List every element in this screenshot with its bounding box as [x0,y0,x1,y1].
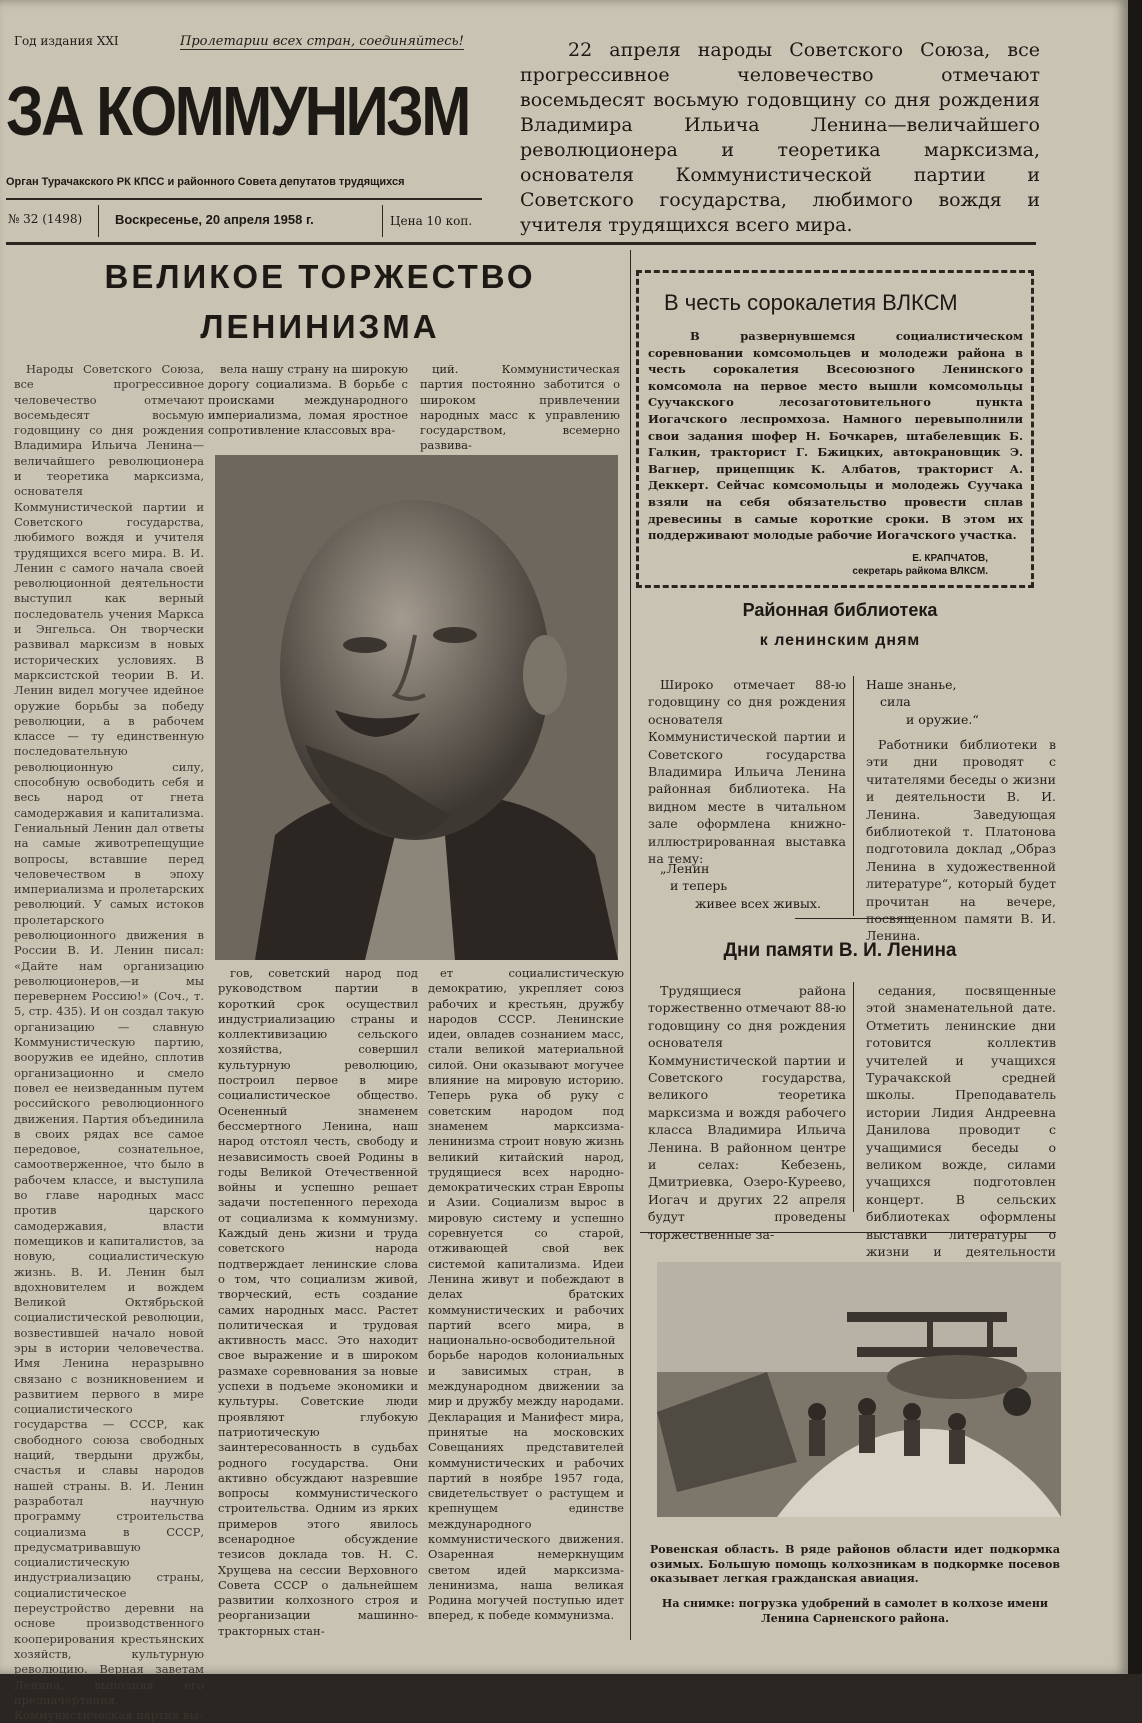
year-label: Год издания XXI [14,34,119,48]
lenin-portrait [215,455,618,960]
main-headline [40,252,600,352]
photo-caption-detail: На снимке: погрузка удобрений в самолет в колхозе имени Ленина Сарненского района. [661,1597,1049,1625]
airplane-loading-photo [657,1262,1061,1517]
signature-name: Е. КРАПЧАТОВ, [912,553,988,564]
portrait-image [215,455,618,960]
section-divider [640,1232,1056,1233]
masthead-separator [98,205,99,237]
library-subheading: к ленинским дням [759,632,921,649]
memory-days-heading: Дни памяти В. И. Ленина [723,940,957,961]
photo-caption: Ровенская область. В ряде районов области идет подкормка озимых. Большую помощь колхозникам в подкормке посевов оказывает легкая гражданская авиация. [650,1543,1060,1585]
poem-line: сила [880,694,911,710]
library-poem-part2 [866,676,979,728]
issue-price: Цена 10 коп. [390,214,473,228]
library-col1: Широко отмечает 88-ю годовщину со дня рождения основателя Коммунистической партии и Советского государства Владимира Ильича Ленина районная библиотека. На видном месте в читальном зале оформлена книжно-иллюстрированная выставка на тему: [648,677,846,867]
memory-column-rule [853,982,854,1212]
komsomol-signature [838,552,988,578]
signature-title: секретарь райкома ВЛКСМ. [852,566,988,577]
poem-line: „Ленин [660,861,710,876]
poem-line: Наше знанье, [866,677,957,692]
main-article-col4-lower: ет социалистическую демократию, укрепляет союз рабочих и крестьян, дружбу народов СССР. Ленинские идеи, овладев сознанием масс, стали великой материальной силой. Они оказывают могучее влияние на мировую историю. Теперь рука об руку с советским народом под знаменем марксизма-ленинизма строит новую жизнь великий китайский народ, трудящиеся всех народно-демократических стран Европы и Азии. Социализм вырос в мировую систему и успешно соревнуется со старой, отживающей свой век системой капитализма. Идеи Ленина живут и побеждают в делах братских коммунистических и рабочих партий всего мира, в национально-освободительной борьбе народов колониальных и зависимых стран, в международном движении за мир и дружбу между народами. Декларация и Манифест мира, принятые на московских Совещаниях представителей коммунистических и рабочих партий в ноябре 1957 года, свидетельствует о растущем и крепнущем единстве международного коммунистического движения. Озаренная немеркнущим светом идей марксизма-ленинизма, наша великая Родина могучей поступью идет вперед, к победе коммунизма. [428,966,624,1623]
organ-line: Орган Турачакского РК КПСС и районного Совета депутатов трудящихся [6,176,405,188]
library-poem-part1 [660,860,821,912]
library-heading: Районная библиотека [742,600,938,620]
photo-image [657,1262,1061,1517]
section-divider [795,918,915,919]
poem-line: и теперь [670,878,728,894]
lead-announcement: 22 апреля народы Советского Союза, все прогрессивное человечество отмечают восемьдесят восьмую годовщину со дня рождения Владимира Ильича Ленина—величайшего революционера и теоретика марксизма, основателя Коммунистической партии и Советского государства, любимого вождя и учителя трудящихся всего мира. [520,39,1040,236]
issue-number: № 32 (1498) [8,212,83,226]
poem-line: и оружие.“ [906,711,979,727]
library-column-rule [853,676,854,916]
main-headline-line2: ЛЕНИНИЗМА [200,308,440,345]
main-article-col2: вела нашу страну на широкую дорогу социализма. В борьбе с происками международного империализма, ломая яростное сопротивление классовых вра- [208,362,408,438]
main-article-col3: ций. Коммунистическая партия постоянно заботится о широком привлечении народных масс к управлению государством, всемерно развива- [420,362,620,453]
main-article-col3-lower: гов, советский народ под руководством партии в короткий срок осуществил индустриализацию страны и коллективизацию сельского хозяйства, совершил культурную революцию, построил первое в мире социалистическое общество. Осененный знаменем бессмертного Ленина, наш народ отстоял честь, свободу и независимость своей Родины в годы Великой Отечественной войны и успешно решает задачи постепенного перехода от социализма к коммунизму. Каждый день жизни и труда советского народа подтверждает ленинские слова о том, что социализм живой, творческий, есть создание самих народных масс. Растет политическая и трудовая активность масс. Это находит свое выражение и в широком размахе соревнования за новые успехи в подъеме экономики и культуры. Советские люди проявляют глубокую патриотическую заинтересованность в судьбах родного государства. Они активно обсуждают назревшие вопросы коммунистического строительства. Одним из ярких примеров этого явилось всенародное обсуждение тезисов доклада тов. Н. С. Хрущева на сессии Верховного Совета СССР о дальнейшем развитии колхозного строя и реорганизации машинно-тракторных стан- [218,966,418,1638]
binding-edge [1128,0,1142,1674]
masthead-separator [382,205,383,237]
column-rule [630,250,631,1640]
memory-days-col1: Трудящиеся района торжественно отмечают 88-ю годовщину со дня рождения основателя Коммунистической партии и Советского государства, великого теоретика марксизма и вождя рабочего класса Владимира Ильича Ленина. В районном центре и селах: Кебезень, Дмитриевка, Озеро-Куреево, Иогач и других 22 апреля будут проведены торжественные за- [648,983,846,1242]
masthead-divider [6,198,482,200]
main-headline-line1: ВЕЛИКОЕ ТОРЖЕСТВО [104,258,536,295]
motto: Пролетарии всех стран, соединяйтесь! [180,34,464,49]
library-col2: Работники библиотеки в эти дни проводят с читателями беседы о жизни и деятельности В. И. Ленина. Заведующая библиотекой т. Платонова подготовила доклад „Образ Ленина в художественной литературе“, который будет прочитан на вечере, посвященном памяти В. И. Ленина. [866,737,1056,944]
komsomol-heading: В честь сорокалетия ВЛКСМ [664,290,958,315]
memory-days-col2: седания, посвященные этой знаменательной дате. Отметить ленинские дни готовится коллектив учителей и учащихся Турачакской средней школы. Преподаватель истории Лидия Андреевна Данилова проводит с учащимися беседы о великом вожде, силами учащихся подготовлен концерт. В сельских библиотеках оформлены выставки литературы о жизни и деятельности [866,983,1056,1260]
poem-line: живее всех живых. [695,895,821,911]
issue-date: Воскресенье, 20 апреля 1958 г. [115,212,314,227]
komsomol-body: В развернувшемся социалистическом соревновании комсомольцев и молодежи района в честь сорокалетия Всесоюзного Ленинского комсомола на первое место вышли комсомольцы Суучакского лесозаготовительного пункта Иогачского леспромхоза. Намного перевыполнили свои задания шофер Н. Бочкарев, штабелевщик Б. Галкин, тракторист Г. Бжицких, автокрановщик Э. Вагнер, прицепщик К. Албатов, тракторист А. Деккерт. Сейчас комсомольцы и молодежь Суучака взяли на себя обязательство провести сплав древесины в самые короткие сроки. В этом их поддерживают молодые рабочие Иогачского участка. [648,329,1023,543]
newspaper-title: ЗА КОММУНИЗМ [6,72,469,150]
masthead-rule [6,242,1036,245]
main-article-col1: Народы Советского Союза, все прогрессивное человечество отмечают восемьдесят восьмую годовщину со дня рождения Владимира Ильича Ленина—величайшего революционера и теоретика марксизма, основателя Коммунистической партии и Советского государства, любимого вождя и учителя трудящихся всего мира. В. И. Ленин с самого начала своей революционной деятельности выступил как верный последователь учения Маркса и Энгельса. Он творчески развивал марксизм в новых исторических условиях. В марксистской теории В. И. Ленин видел могучее идейное оружие борьбы за победу революции, а в рабочем классе — ту единственную последовательную революционную силу, способную освободить себя и весь народ от гнета самодержавия и капитализма. Гениальный Ленин дал ответы на самые животрепещущие вопросы, вставшие перед человечеством в эпоху империализма и пролетарских революций. У самых истоков пролетарского революционного движения в России В. И. Ленин писал: «Дайте нам организацию революционеров,—и мы перевернем Россию!» (Соч., т. 5, стр. 435). И он создал такую организацию — славную Коммунистическую партию, вооружив ее идейно, сплотив организационно и смело повел ее неизведанным путем российского революционного движения. Партия объединила в своих рядах все самое передовое, сознательное, самоотверженное, что было в рабочем классе, и выступила во главе народных масс против царского самодержавия, власти помещиков и капиталистов, за новую, социалистическую жизнь. В. И. Ленин был вдохновителем и вождем Великой Октябрьской социалистической революции, возвестившей начало новой эры в истории человечества. Имя Ленина неразрывно связано с возникновением и развитием первого в мире социалистического государства — СССР, как свободного союза свободных наций, твердыни дружбы, счастья и славы народов нашей страны. В. И. Ленин разработал научную программу строительства социализма в СССР, предусматривавшую социалистическую индустриализацию страны, социалистическое переустройство деревни на основе производственного кооперирования крестьянских хозяйств, культурную революцию. Верная заветам Ленина, выполняя его предначертания, Коммунистическая партия вы- [14,362,204,1723]
